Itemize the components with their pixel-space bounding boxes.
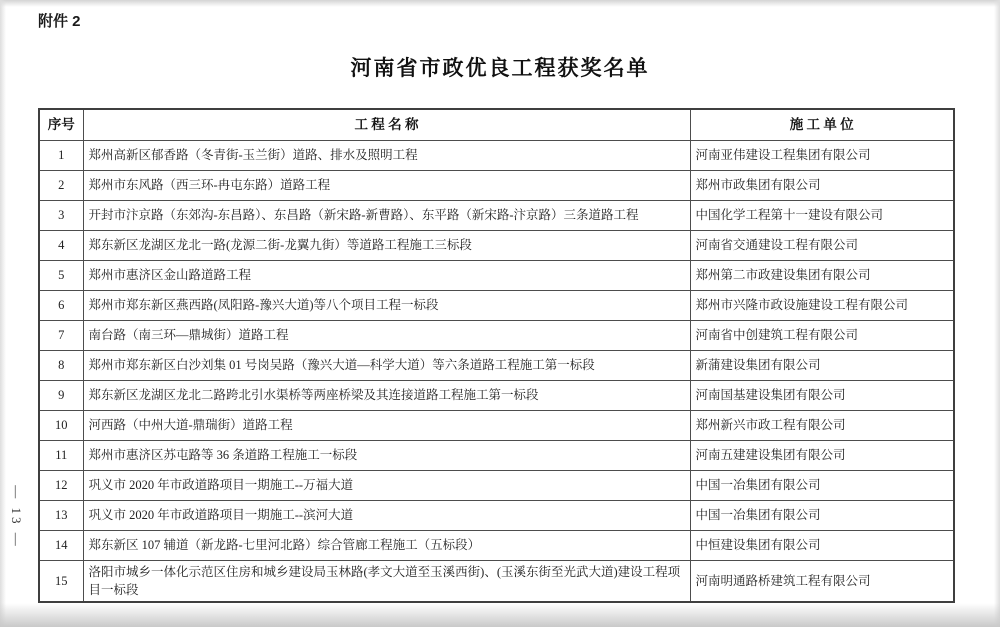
project-name-cell: 巩义市 2020 年市政道路项目一期施工--万福大道 [83, 471, 690, 501]
table-row [39, 381, 954, 411]
table-row [39, 351, 954, 381]
column-header-contractor: 施 工 单 位 [690, 109, 954, 141]
table-body [39, 141, 954, 603]
contractor-cell: 河南省交通建设工程有限公司 [690, 231, 954, 261]
contractor-cell: 中恒建设集团有限公司 [690, 531, 954, 561]
award-table [38, 108, 955, 603]
contractor-cell: 郑州第二市政建设集团有限公司 [690, 261, 954, 291]
project-name-cell: 河西路（中州大道-鼎瑞街）道路工程 [83, 411, 690, 441]
scan-edge-top [0, 0, 1000, 7]
table-row [39, 291, 954, 321]
column-header-index: 序号 [39, 109, 83, 141]
scan-edge-bottom [0, 603, 1000, 627]
project-name-cell: 郑东新区 107 辅道（新龙路-七里河北路）综合管廊工程施工（五标段） [83, 531, 690, 561]
row-index-cell: 1 [39, 141, 83, 171]
attachment-label: 附件 2 [38, 13, 81, 30]
project-name-cell: 郑州市东风路（西三环-冉屯东路）道路工程 [83, 171, 690, 201]
table-row [39, 261, 954, 291]
project-name-cell: 郑州市惠济区金山路道路工程 [83, 261, 690, 291]
table-row [39, 441, 954, 471]
table-row [39, 201, 954, 231]
side-page-number: — 13 — [9, 485, 24, 549]
row-index-cell: 5 [39, 261, 83, 291]
row-index-cell: 9 [39, 381, 83, 411]
project-name-cell: 郑东新区龙湖区龙北二路跨北引水渠桥等两座桥梁及其连接道路工程施工第一标段 [83, 381, 690, 411]
row-index-cell: 3 [39, 201, 83, 231]
project-name-cell: 洛阳市城乡一体化示范区住房和城乡建设局玉林路(孝文大道至玉溪西街)、(玉溪东街至光武大道)建设工程项目一标段 [83, 561, 690, 603]
row-index-cell: 12 [39, 471, 83, 501]
table-row [39, 231, 954, 261]
contractor-cell: 郑州新兴市政工程有限公司 [690, 411, 954, 441]
table-row [39, 321, 954, 351]
table-row [39, 171, 954, 201]
contractor-cell: 河南明通路桥建筑工程有限公司 [690, 561, 954, 603]
contractor-cell: 河南国基建设集团有限公司 [690, 381, 954, 411]
table-row [39, 471, 954, 501]
table-row [39, 411, 954, 441]
contractor-cell: 河南省中创建筑工程有限公司 [690, 321, 954, 351]
table-row [39, 561, 954, 603]
contractor-cell: 新蒲建设集团有限公司 [690, 351, 954, 381]
table-row [39, 141, 954, 171]
scan-edge-right [994, 0, 1000, 627]
project-name-cell: 郑州高新区郁香路（冬青街-玉兰街）道路、排水及照明工程 [83, 141, 690, 171]
project-name-cell: 开封市汴京路（东郊沟-东昌路）、东昌路（新宋路-新曹路）、东平路（新宋路-汴京路）三条道路工程 [83, 201, 690, 231]
row-index-cell: 11 [39, 441, 83, 471]
row-index-cell: 4 [39, 231, 83, 261]
row-index-cell: 14 [39, 531, 83, 561]
row-index-cell: 13 [39, 501, 83, 531]
column-header-project-name: 工 程 名 称 [83, 109, 690, 141]
project-name-cell: 南台路（南三环—鼎城街）道路工程 [83, 321, 690, 351]
row-index-cell: 15 [39, 561, 83, 603]
contractor-cell: 中国化学工程第十一建设有限公司 [690, 201, 954, 231]
table-header [39, 109, 954, 141]
project-name-cell: 巩义市 2020 年市政道路项目一期施工--滨河大道 [83, 501, 690, 531]
contractor-cell: 郑州市政集团有限公司 [690, 171, 954, 201]
page-title: 河南省市政优良工程获奖名单 [350, 57, 650, 80]
table-row [39, 531, 954, 561]
project-name-cell: 郑东新区龙湖区龙北一路(龙源二街-龙翼九街）等道路工程施工三标段 [83, 231, 690, 261]
project-name-cell: 郑州市郑东新区燕西路(凤阳路-豫兴大道)等八个项目工程一标段 [83, 291, 690, 321]
table-row [39, 501, 954, 531]
table-header-row [39, 109, 954, 141]
row-index-cell: 6 [39, 291, 83, 321]
project-name-cell: 郑州市郑东新区白沙刘集 01 号岗吴路（豫兴大道—科学大道）等六条道路工程施工第一标段 [83, 351, 690, 381]
row-index-cell: 10 [39, 411, 83, 441]
contractor-cell: 中国一冶集团有限公司 [690, 471, 954, 501]
contractor-cell: 郑州市兴隆市政设施建设工程有限公司 [690, 291, 954, 321]
contractor-cell: 河南五建建设集团有限公司 [690, 441, 954, 471]
row-index-cell: 7 [39, 321, 83, 351]
project-name-cell: 郑州市惠济区苏屯路等 36 条道路工程施工一标段 [83, 441, 690, 471]
contractor-cell: 中国一冶集团有限公司 [690, 501, 954, 531]
contractor-cell: 河南亚伟建设工程集团有限公司 [690, 141, 954, 171]
row-index-cell: 2 [39, 171, 83, 201]
row-index-cell: 8 [39, 351, 83, 381]
